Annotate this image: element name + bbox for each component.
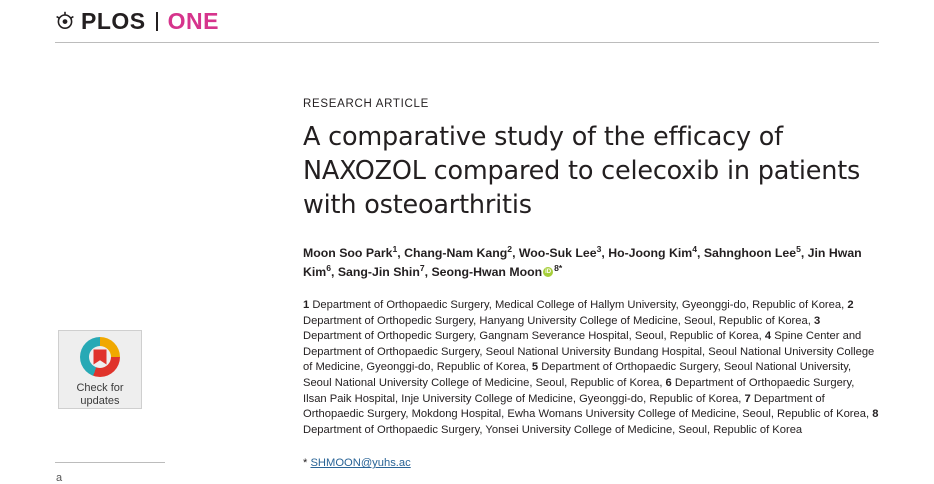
affiliation-marker: 4 [692, 243, 697, 254]
affiliation-text: Department of Orthopaedic Surgery, Mokdong Hospital, Ewha Womans University College of Medicine, Seoul, Republic of Korea, [303, 392, 870, 421]
page-title: A comparative study of the efficacy of NAXOZOL compared to celecoxib in patients with osteoarthritis [303, 122, 861, 220]
author-name[interactable]: Moon Soo Park [303, 246, 393, 260]
corresponding-author-line [303, 456, 881, 471]
affiliation-text: Department of Orthopaedic Surgery, Ilsan Paik Hospital, Inje University College of Medicine, Gyeonggi-do, Republic of Korea, [303, 376, 855, 405]
corresponding-email-link[interactable]: SHMOON@yuhs.ac [310, 457, 411, 470]
affiliation-text: Spine Center and Department of Orthopaedic Surgery, Seoul National University Bundang Hospital, Seoul National University College of Medicine, Gyeonggi-do, Republic of Korea, [303, 330, 875, 374]
author-name[interactable]: , Sang-Jin Shin [331, 265, 420, 279]
corresponding-marker: * [303, 457, 311, 470]
affiliation-text: Department of Orthopaedic Surgery, Seoul National University, Seoul National University College of Medicine, Seoul, Republic of Korea, [303, 361, 852, 389]
affiliation-text: Department of Orthopaedic Surgery, Medical College of Hallym University, Gyeonggi-do, Republic of Korea, [312, 299, 845, 311]
affiliation-number: 8 [872, 408, 879, 421]
updates-line-2: updates [80, 395, 120, 407]
affiliation-text: Department of Orthopedic Surgery, Hanyang University College of Medicine, Seoul, Republic of Korea, [303, 314, 811, 327]
left-column-mark: a [56, 472, 63, 484]
affiliation-text: Department of Orthopedic Surgery, Gangnam Severance Hospital, Seoul, Republic of Korea, [303, 330, 762, 343]
affiliation-number: 6 [665, 376, 672, 389]
article-header [303, 98, 881, 471]
orcid-icon[interactable] [543, 267, 553, 277]
bookmark-shape [94, 350, 107, 365]
left-column-divider [55, 462, 165, 463]
affiliation-number: 4 [764, 330, 772, 343]
affiliation-marker: 3 [596, 243, 602, 254]
affiliation-text: Department of Orthopaedic Surgery, Yonsei University College of Medicine, Seoul, Republic of Korea [303, 423, 803, 436]
logo-text-one: ONE [167, 7, 219, 34]
affiliation-marker: 5 [796, 243, 801, 254]
crossmark-updates-icon [80, 337, 120, 377]
check-for-updates-label [76, 382, 123, 408]
author-name[interactable]: , Chang-Nam Kang [397, 246, 508, 260]
affiliation-marker: 7 [419, 262, 425, 273]
author-list [303, 244, 881, 282]
updates-line-1: Check for [76, 382, 124, 394]
site-header [55, 0, 879, 43]
plos-target-icon [55, 11, 75, 31]
author-name[interactable]: Hwan Kim [303, 246, 862, 279]
author-name[interactable]: , Sahnghoon Lee [697, 246, 797, 260]
author-name[interactable]: , Jin [800, 246, 826, 260]
affiliation-number: 1 [303, 299, 310, 311]
plos-one-logo[interactable] [55, 7, 219, 34]
author-name[interactable]: , Ho-Joong Kim [601, 246, 693, 260]
check-for-updates-badge[interactable] [58, 330, 142, 409]
affiliation-marker: 2 [507, 243, 513, 254]
corresponding-author-marker: * [558, 262, 563, 273]
affiliation-marker: 8 [554, 262, 559, 273]
affiliation-number: 3 [813, 314, 821, 327]
article-type-label: RESEARCH ARTICLE [303, 98, 430, 110]
affiliation-marker: 6 [326, 262, 332, 273]
affiliation-number: 7 [744, 392, 751, 405]
affiliation-list [303, 298, 881, 438]
author-name[interactable]: , Seong-Hwan Moon [424, 265, 543, 279]
author-name[interactable]: , Woo-Suk Lee [512, 246, 597, 260]
affiliation-marker: 1 [392, 243, 398, 254]
logo-divider [156, 12, 158, 31]
affiliation-number: 5 [531, 361, 539, 374]
affiliation-number: 2 [847, 299, 854, 311]
logo-text-plos: PLOS [81, 7, 146, 34]
